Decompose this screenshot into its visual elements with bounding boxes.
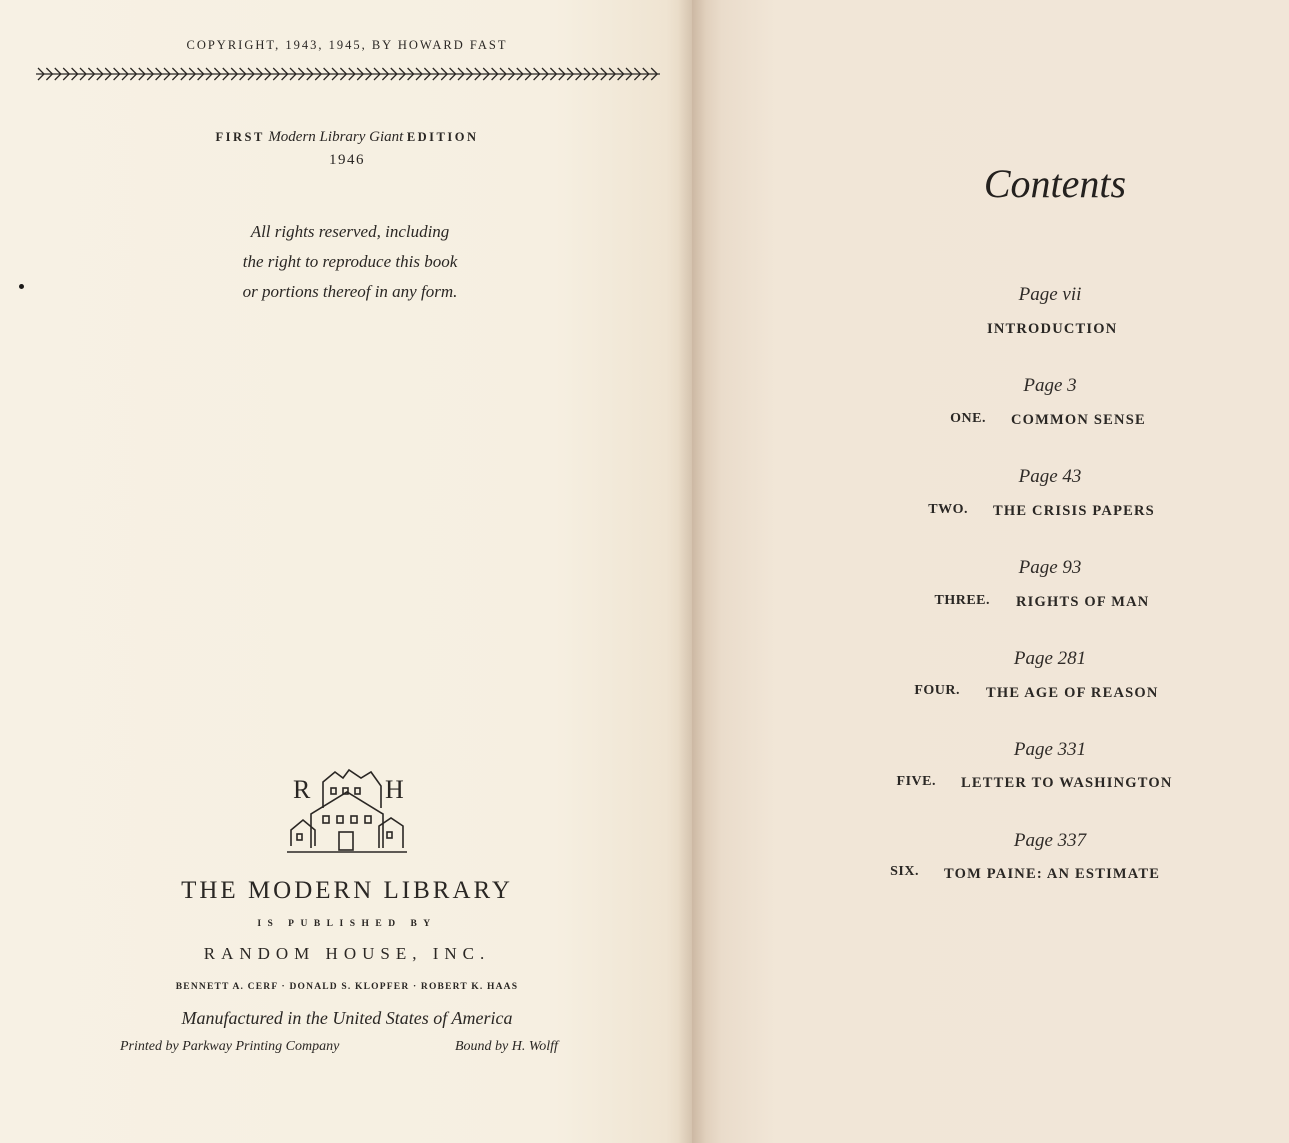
rights-line: All rights reserved, including (250, 222, 450, 241)
entry-number: SIX. (890, 864, 919, 879)
edition-series: Modern Library Giant (268, 129, 404, 145)
edition-year: 1946 (329, 152, 365, 168)
entry-page: Page vii (1018, 284, 1082, 305)
entry-page: Page 43 (1018, 466, 1082, 487)
publisher-name: RANDOM HOUSE, INC. (203, 944, 491, 963)
ornamental-rule (36, 66, 660, 82)
rights-line: the right to reproduce this book (242, 252, 458, 271)
edition-suffix: EDITION (406, 130, 479, 144)
ink-speck (19, 284, 24, 289)
colophon-letter-r: R (293, 775, 311, 804)
entry-title: THE AGE OF REASON (986, 685, 1159, 701)
publisher-officers: BENNETT A. CERF · DONALD S. KLOPFER · ROBERT K. HAAS (175, 982, 519, 992)
random-house-colophon (283, 764, 411, 860)
entry-number: ONE. (950, 411, 986, 426)
entry-title: INTRODUCTION (987, 321, 1118, 337)
manufactured-line: Manufactured in the United States of America (181, 1008, 513, 1028)
entry-page: Page 331 (1013, 739, 1087, 760)
edition-prefix: FIRST (215, 130, 265, 144)
published-by: IS PUBLISHED BY (257, 919, 437, 929)
entry-title: COMMON SENSE (1011, 412, 1146, 428)
entry-page: Page 281 (1013, 648, 1087, 669)
book-gutter (678, 0, 706, 1143)
entry-number: THREE. (934, 593, 990, 608)
entry-page: Page 3 (1023, 375, 1077, 396)
entry-title: THE CRISIS PAPERS (993, 503, 1155, 519)
printer-credit: Printed by Parkway Printing Company (120, 1039, 340, 1054)
entry-number: TWO. (928, 502, 968, 517)
contents-heading: Contents (983, 161, 1127, 206)
entry-title: LETTER TO WASHINGTON (961, 775, 1173, 791)
entry-page: Page 337 (1013, 830, 1087, 851)
edition-line (0, 129, 694, 146)
entry-title: RIGHTS OF MAN (1016, 594, 1150, 610)
library-name: THE MODERN LIBRARY (181, 877, 513, 904)
entry-number: FOUR. (914, 683, 960, 698)
entry-page: Page 93 (1018, 557, 1082, 578)
binder-credit: Bound by H. Wolff (455, 1039, 558, 1054)
copyright-line: COPYRIGHT, 1943, 1945, BY HOWARD FAST (186, 38, 508, 52)
entry-title: TOM PAINE: AN ESTIMATE (944, 866, 1161, 882)
rights-line: or portions thereof in any form. (242, 282, 458, 301)
colophon-letter-h: H (385, 775, 404, 804)
entry-number: FIVE. (896, 774, 936, 789)
